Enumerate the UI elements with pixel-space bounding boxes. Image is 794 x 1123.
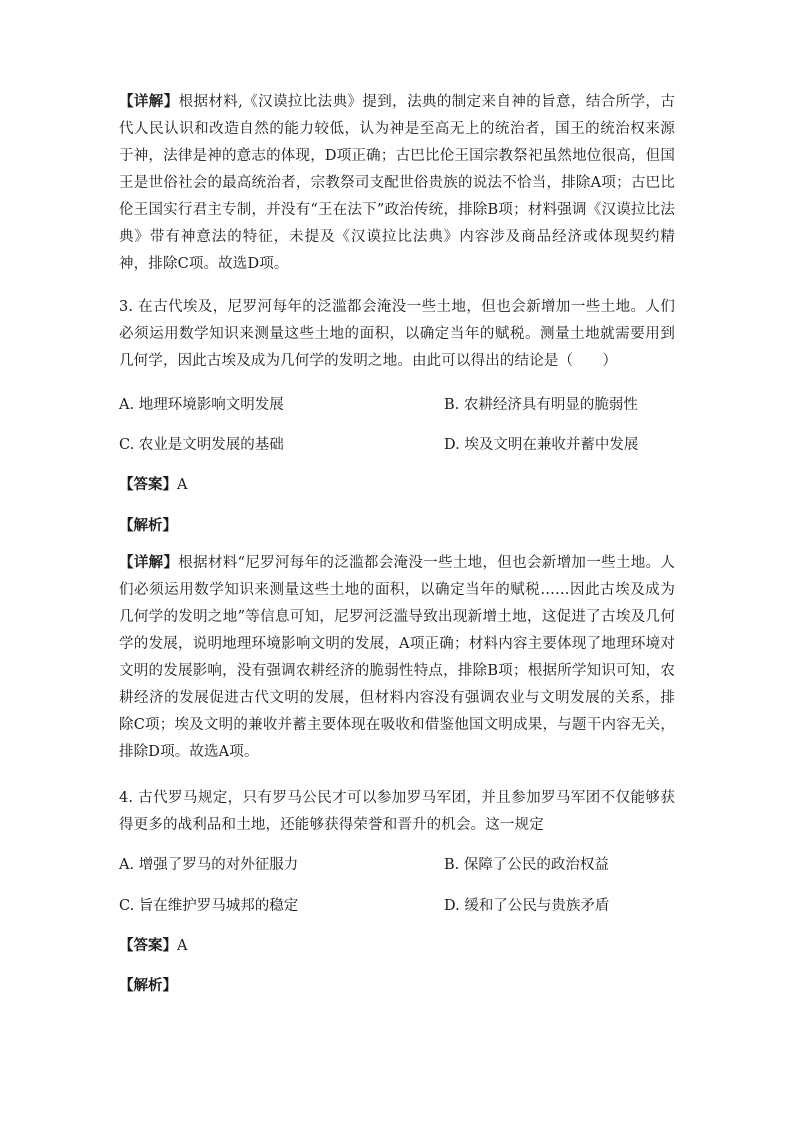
q4-answer (119, 936, 187, 956)
detail-text: 根据材料,《汉谟拉比法典》提到，法典的制定来自神的旨意，结合所学，古代人民认识和改造自然的能力较低，认为神是至高无上的统治者，国王的统治权来源于神，法律是神的意志的体现，D项正确；古巴比伦王国宗教祭祀虽然地位很高，但国王是世俗社会的最高统治者，宗教祭司支配世俗贵族的说法不恰当，排除A项；古巴比伦王国实行君主专制，并没有“王在法下”政治传统，排除B项；材料强调《汉谟拉比法典》带有神意法的特征，未提及《汉谟拉比法典》内容涉及商品经济或体现契约精神，排除C项。故选D项。 (119, 94, 675, 272)
detail-text: 根据材料“尼罗河每年的泛滥都会淹没一些土地，但也会新增加一些土地。人们必须运用数学知识来测量这些土地的面积，以确定当年的赋税……因此古埃及成为几何学的发明之地”等信息可知，尼罗河泛滥导致出现新增土地，这促进了古埃及几何学的发展，说明地理环境影响文明的发展，A项正确；材料内容主要体现了地理环境对文明的发展影响，没有强调农耕经济的脆弱性特点，排除B项；根据所学知识可知，农耕经济的发展促进古代文明的发展，但材料内容没有强调农业与文明发展的关系，排除C项；埃及文明的兼收并蓄主要体现在吸收和借鉴他国文明成果，与题干内容无关，排除D项。故选A项。 (119, 555, 675, 760)
q4-option-a: A. 增强了罗马的对外征服力 (119, 857, 299, 873)
q3-option-b: B. 农耕经济具有明显的脆弱性 (444, 397, 638, 413)
answer-value: A (177, 938, 188, 954)
q3-option-c: C. 农业是文明发展的基础 (119, 437, 284, 453)
q4-option-d: D. 缓和了公民与贵族矛盾 (444, 898, 610, 914)
detail-tag: 【详解】 (119, 93, 179, 110)
detail-paragraph-q3 (119, 549, 675, 766)
q3-analysis-tag: 【解析】 (119, 517, 177, 534)
question-3-stem: 3. 在古代埃及，尼罗河每年的泛滥都会淹没一些土地，但也会新增加一些土地。人们必须运用数学知识来测量这些土地的面积，以确定当年的赋税。测量土地就需要用到几何学，因此古埃及成为几何学的发明之地。由此可以得出的结论是（ ） (119, 299, 675, 369)
answer-value: A (177, 477, 188, 493)
detail-tag: 【详解】 (119, 554, 179, 571)
q3-option-a: A. 地理环境影响文明发展 (119, 397, 284, 413)
answer-tag: 【答案】 (119, 476, 177, 493)
q3-option-d: D. 埃及文明在兼收并蓄中发展 (444, 437, 639, 453)
question-4-stem: 4. 古代罗马规定，只有罗马公民才可以参加罗马军团，并且参加罗马军团不仅能够获得更多的战利品和土地，还能够获得荣誉和晋升的机会。这一规定 (119, 790, 675, 833)
detail-paragraph-q2 (119, 88, 675, 278)
q4-option-b: B. 保障了公民的政治权益 (444, 857, 609, 873)
q3-answer (119, 475, 187, 495)
q4-analysis-tag: 【解析】 (119, 977, 177, 994)
q4-option-c: C. 旨在维护罗马城邦的稳定 (119, 898, 299, 914)
answer-tag: 【答案】 (119, 937, 177, 954)
